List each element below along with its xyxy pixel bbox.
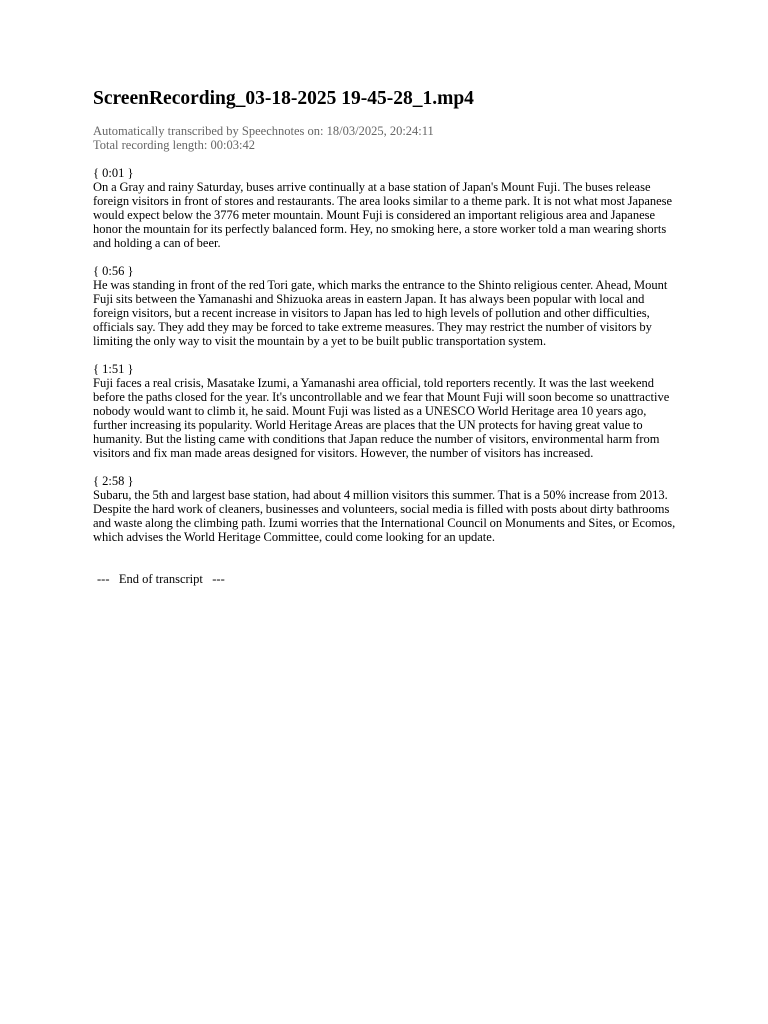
transcript-segment <box>93 166 679 250</box>
segment-text: He was standing in front of the red Tori gate, which marks the entrance to the Shinto religious center. Ahead, Mount Fuji sits between the Yamanashi and Shizuoka areas in eastern Japan. It has always been popular with local and foreign visitors, but a recent increase in visitors to Japan has led to high levels of pollution and other difficulties, officials say. They add they may be forced to take extreme measures. They may restrict the number of visitors by limiting the only way to visit the mountain by a yet to be built public transportation system. <box>93 278 668 348</box>
segment-text: On a Gray and rainy Saturday, buses arrive continually at a base station of Japan's Mount Fuji. The buses release foreign visitors in front of stores and restaurants. The area looks similar to a theme park. It is not what most Japanese would expect below the 3776 meter mountain. Mount Fuji is considered an important religious area and Japanese honor the mountain for its perfectly balanced form. Hey, no smoking here, a store worker told a man wearing shorts and holding a can of beer. <box>93 180 673 250</box>
segment-timestamp: { 0:56 } <box>93 264 134 278</box>
transcript-document <box>93 86 679 586</box>
segment-timestamp: { 2:58 } <box>93 474 134 488</box>
segment-timestamp: { 0:01 } <box>93 166 134 180</box>
segment-timestamp: { 1:51 } <box>93 362 134 376</box>
segment-text: Fuji faces a real crisis, Masatake Izumi, a Yamanashi area official, told reporters recently. It was the last weekend before the paths closed for the year. It's uncontrollable and we fear that Mount Fuji will soon become so unattractive nobody would want to climb it, he said. Mount Fuji was listed as a UNESCO World Heritage area 10 years ago, further increasing its popularity. World Heritage Areas are places that the UN protects for having great value to humanity. But the listing came with conditions that Japan reduce the number of visitors, environmental harm from visitors and fix man made areas designed for visitors. However, the number of visitors has increased. <box>93 376 670 460</box>
transcript-metadata <box>93 124 679 152</box>
transcript-segment <box>93 264 679 348</box>
document-title: ScreenRecording_03-18-2025 19-45-28_1.mp4 <box>93 88 474 109</box>
end-of-transcript: --- End of transcript --- <box>97 572 225 586</box>
recording-length-line: Total recording length: 00:03:42 <box>93 138 255 152</box>
transcript-segment <box>93 362 679 460</box>
transcribed-by-line: Automatically transcribed by Speechnotes on: 18/03/2025, 20:24:11 <box>93 124 434 138</box>
transcript-segment <box>93 474 679 544</box>
segment-text: Subaru, the 5th and largest base station, had about 4 million visitors this summer. That is a 50% increase from 2013. Despite the hard work of cleaners, businesses and volunteers, social media is filled with posts about dirty bathrooms and waste along the climbing path. Izumi worries that the International Council on Monuments and Sites, or Ecomos, which advises the World Heritage Committee, could come looking for an update. <box>93 488 676 544</box>
